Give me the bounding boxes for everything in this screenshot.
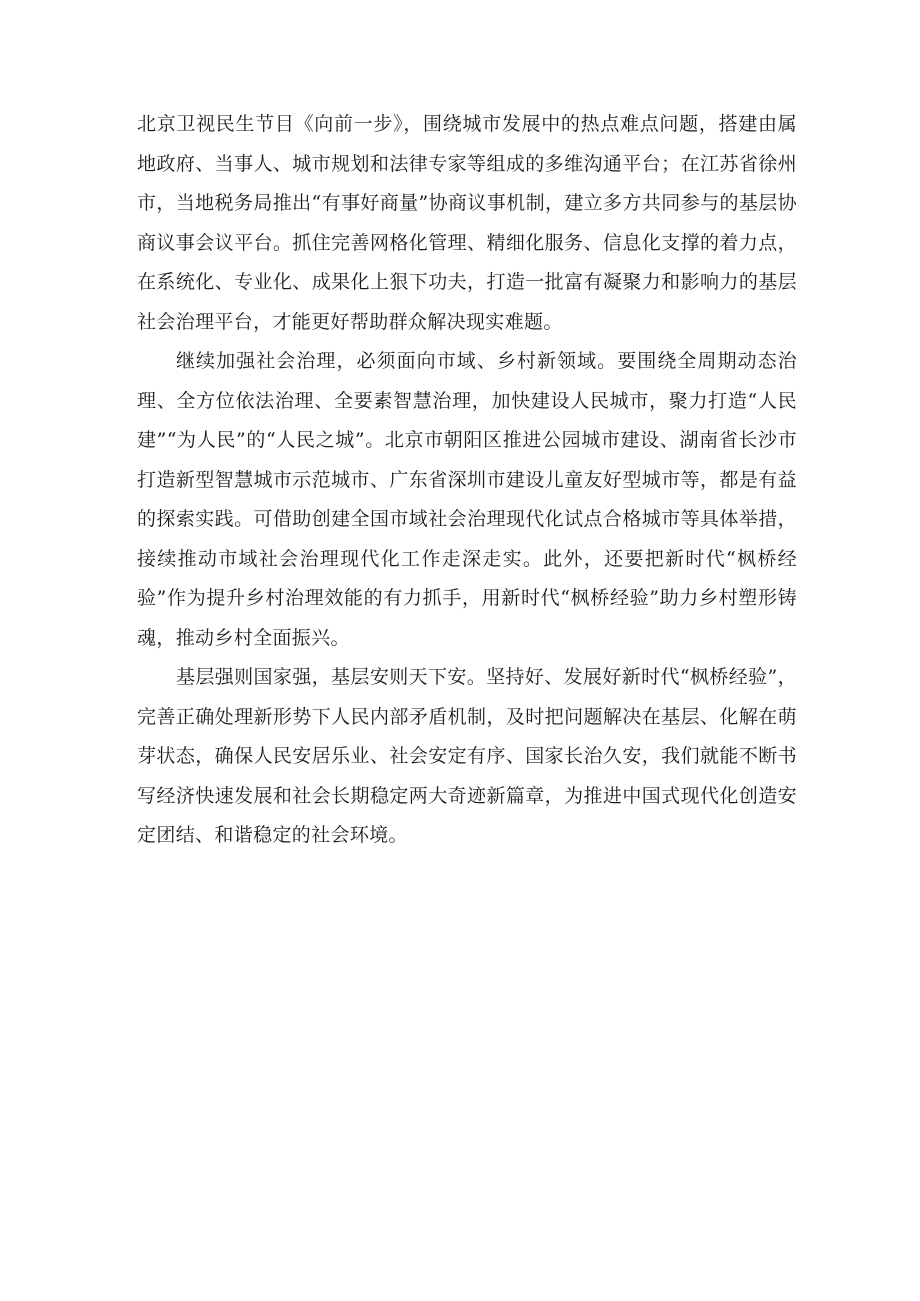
document-body	[137, 105, 797, 856]
paragraph-3: 基层强则国家强，基层安则天下安。坚持好、发展好新时代“枫桥经验”，完善正确处理新形势下人民内部矛盾机制，及时把问题解决在基层、化解在萌芽状态，确保人民安居乐业、社会安定有序、国家长治久安，我们就能不断书写经济快速发展和社会长期稳定两大奇迹新篇章，为推进中国式现代化创造安定团结、和谐稳定的社会环境。	[137, 666, 797, 846]
paragraph-2: 继续加强社会治理，必须面向市域、乡村新领域。要围绕全周期动态治理、全方位依法治理、全要素智慧治理，加快建设人民城市，聚力打造“人民建”“为人民”的“人民之城”。北京市朝阳区推进公园城市建设、湖南省长沙市打造新型智慧城市示范城市、广东省深圳市建设儿童友好型城市等，都是有益的探索实践。可借助创建全国市域社会治理现代化试点合格城市等具体举措，接续推动市域社会治理现代化工作走深走实。此外，还要把新时代“枫桥经验”作为提升乡村治理效能的有力抓手，用新时代“枫桥经验”助力乡村塑形铸魂，推动乡村全面振兴。	[137, 350, 797, 649]
paragraph-1: 北京卫视民生节目《向前一步》，围绕城市发展中的热点难点问题，搭建由属地政府、当事人、城市规划和法律专家等组成的多维沟通平台；在江苏省徐州市，当地税务局推出“有事好商量”协商议事机制，建立多方共同参与的基层协商议事会议平台。抓住完善网格化管理、精细化服务、信息化支撑的着力点，在系统化、专业化、成果化上狠下功夫，打造一批富有凝聚力和影响力的基层社会治理平台，才能更好帮助群众解决现实难题。	[137, 113, 797, 333]
